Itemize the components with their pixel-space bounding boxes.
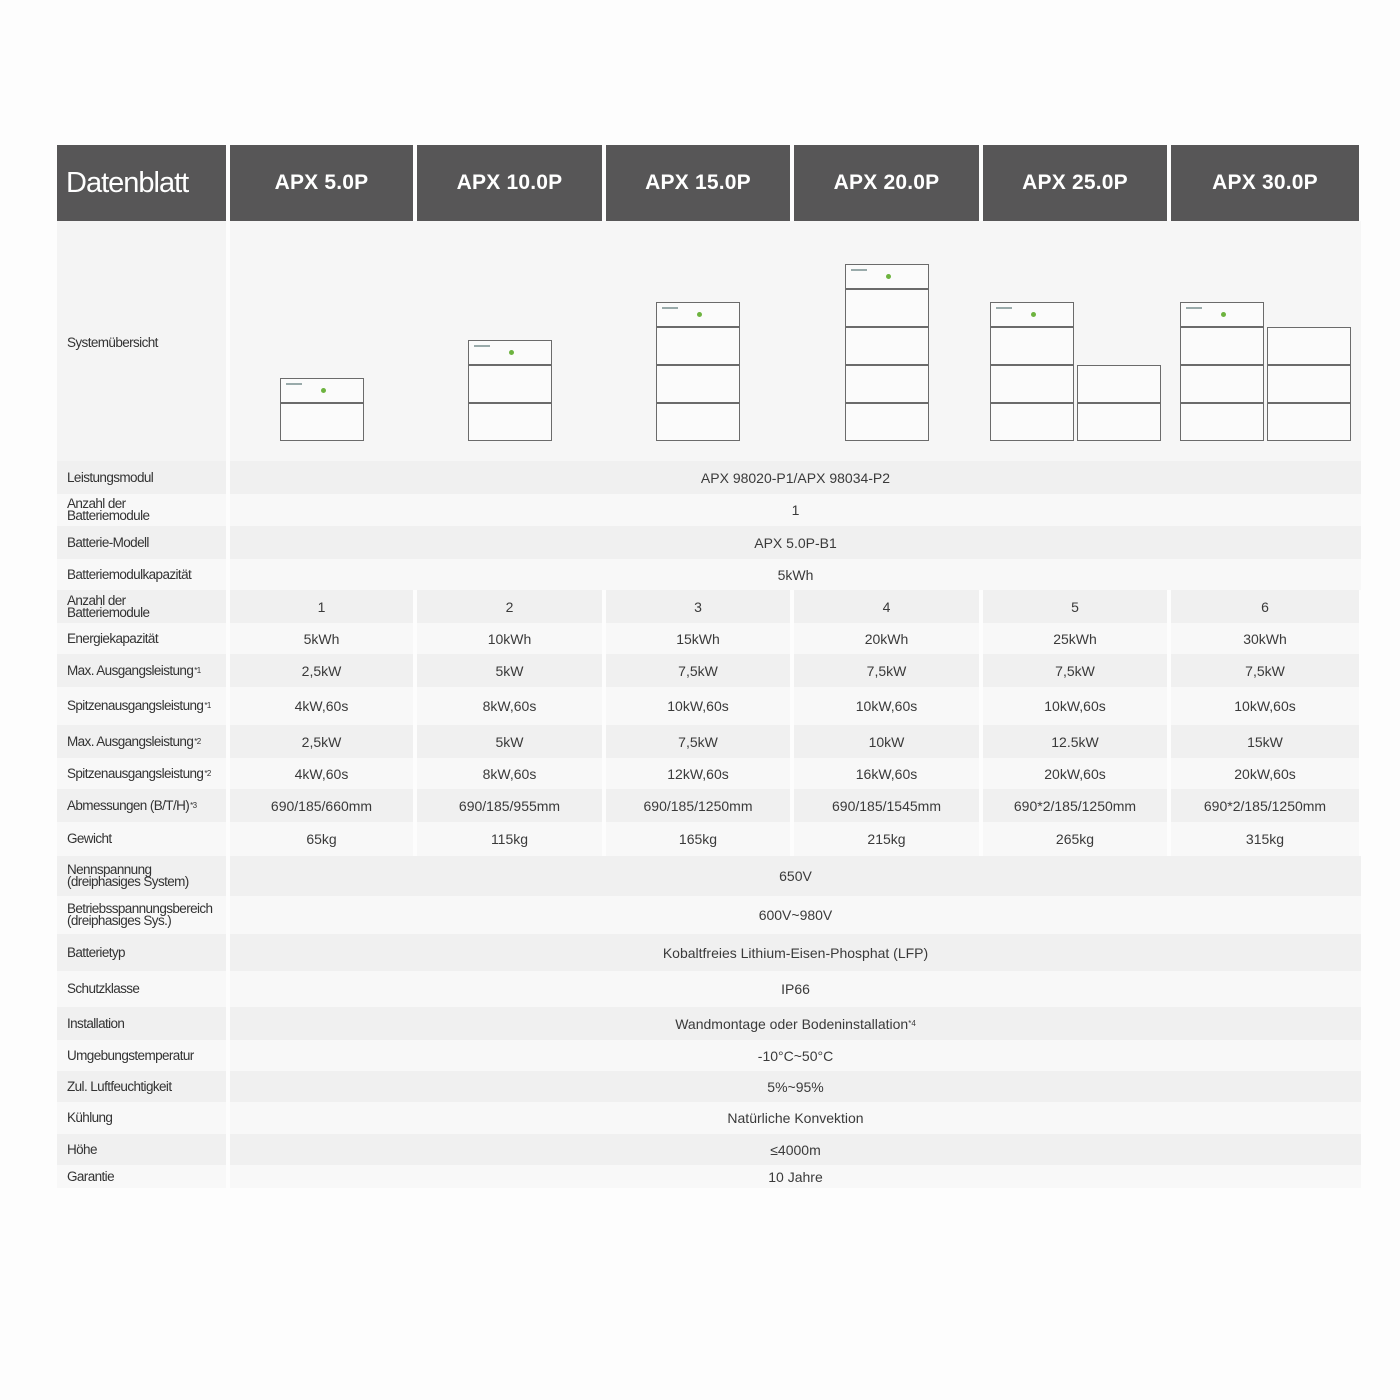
brand-logo — [286, 383, 302, 385]
row-value: 2,5kW — [230, 725, 413, 758]
row-value: 690*2/185/1250mm — [983, 789, 1167, 822]
row-value: 8kW,60s — [417, 687, 602, 725]
table-row — [57, 856, 1361, 896]
row-value: 20kW,60s — [1171, 758, 1359, 789]
table-row — [57, 1102, 1361, 1134]
table-row — [57, 1071, 1361, 1102]
row-label: Leistungsmodul — [57, 461, 226, 494]
brand-logo — [1186, 307, 1202, 309]
table-row — [57, 526, 1361, 559]
table-row — [57, 971, 1361, 1007]
row-value: 65kg — [230, 822, 413, 856]
table-row — [57, 822, 1361, 856]
battery-module — [1077, 403, 1161, 441]
row-value: 10kW,60s — [1171, 687, 1359, 725]
row-value: 7,5kW — [606, 725, 790, 758]
row-label: Anzahl der Batteriemodule — [57, 590, 226, 623]
battery-module — [1267, 403, 1351, 441]
row-value: 7,5kW — [606, 654, 790, 687]
model-header-5: APX 25.0P — [983, 145, 1167, 221]
row-label: Höhe — [57, 1134, 226, 1165]
row-value: 265kg — [983, 822, 1167, 856]
row-label: Batteriemodulkapazität — [57, 559, 226, 590]
status-led-icon — [321, 388, 326, 393]
brand-logo — [474, 345, 490, 347]
table-row — [57, 1134, 1361, 1165]
battery-module — [656, 403, 740, 441]
model-header-6: APX 30.0P — [1171, 145, 1359, 221]
row-value: 7,5kW — [1171, 654, 1359, 687]
battery-module — [1180, 403, 1264, 441]
row-value: 2,5kW — [230, 654, 413, 687]
battery-module — [1267, 327, 1351, 365]
row-value: 7,5kW — [794, 654, 979, 687]
power-module — [280, 378, 364, 403]
row-value: 30kWh — [1171, 623, 1359, 654]
battery-module — [1180, 327, 1264, 365]
row-value: 315kg — [1171, 822, 1359, 856]
row-label: Max. Ausgangsleistung *2 — [57, 725, 226, 758]
row-value: 2 — [417, 590, 602, 623]
row-value: 690/185/1545mm — [794, 789, 979, 822]
battery-module — [468, 403, 552, 441]
brand-logo — [851, 269, 867, 271]
status-led-icon — [509, 350, 514, 355]
row-label: Betriebsspannungsbereich (dreiphasiges Sys.) — [57, 896, 226, 934]
status-led-icon — [1031, 312, 1036, 317]
row-value: 4 — [794, 590, 979, 623]
battery-module — [845, 327, 929, 365]
row-value: 1 — [230, 494, 1361, 526]
row-value: 690/185/660mm — [230, 789, 413, 822]
power-module — [468, 340, 552, 365]
row-value: Wandmontage oder Bodeninstallation *4 — [230, 1007, 1361, 1040]
row-value: 8kW,60s — [417, 758, 602, 789]
battery-module — [468, 365, 552, 403]
brand-logo — [662, 307, 678, 309]
battery-module — [656, 327, 740, 365]
row-value: 165kg — [606, 822, 790, 856]
row-value: -10°C~50°C — [230, 1040, 1361, 1071]
row-label: Energiekapazität — [57, 623, 226, 654]
battery-module — [1077, 365, 1161, 403]
system-overview-label: Systemübersicht — [57, 221, 226, 461]
row-value: 600V~980V — [230, 896, 1361, 934]
row-value: 10kWh — [417, 623, 602, 654]
power-module — [990, 302, 1074, 327]
row-label: Abmessungen (B/T/H) *3 — [57, 789, 226, 822]
row-value: ≤4000m — [230, 1134, 1361, 1165]
row-label: Umgebungstemperatur — [57, 1040, 226, 1071]
table-row — [57, 687, 1361, 725]
status-led-icon — [886, 274, 891, 279]
table-row — [57, 934, 1361, 971]
row-label: Batterie-Modell — [57, 526, 226, 559]
row-value: APX 5.0P-B1 — [230, 526, 1361, 559]
battery-module — [656, 365, 740, 403]
row-value: IP66 — [230, 971, 1361, 1007]
row-value: 5kWh — [230, 623, 413, 654]
system-overview-row — [57, 221, 1361, 461]
row-value: 16kW,60s — [794, 758, 979, 789]
battery-module — [990, 327, 1074, 365]
row-label: Installation — [57, 1007, 226, 1040]
row-value: 1 — [230, 590, 413, 623]
table-row — [57, 1040, 1361, 1071]
table-row — [57, 1007, 1361, 1040]
row-label: Schutzklasse — [57, 971, 226, 1007]
header-row — [57, 145, 1361, 221]
row-value: 10 Jahre — [230, 1165, 1361, 1188]
row-value: 10kW,60s — [606, 687, 790, 725]
row-value: 5%~95% — [230, 1071, 1361, 1102]
table-row — [57, 559, 1361, 590]
row-label: Anzahl der Batteriemodule — [57, 494, 226, 526]
row-value: 10kW,60s — [983, 687, 1167, 725]
row-label: Garantie — [57, 1165, 226, 1188]
row-value: 650V — [230, 856, 1361, 896]
table-row — [57, 789, 1361, 822]
row-value: 4kW,60s — [230, 758, 413, 789]
battery-module — [990, 403, 1074, 441]
model-header-4: APX 20.0P — [794, 145, 979, 221]
row-value: 10kW,60s — [794, 687, 979, 725]
row-value: 115kg — [417, 822, 602, 856]
datasheet-title: Datenblatt — [57, 145, 226, 221]
row-value: 3 — [606, 590, 790, 623]
row-value: 215kg — [794, 822, 979, 856]
row-label: Spitzenausgangsleistung *2 — [57, 758, 226, 789]
row-value: 20kWh — [794, 623, 979, 654]
row-value: 4kW,60s — [230, 687, 413, 725]
row-label: Gewicht — [57, 822, 226, 856]
battery-module — [845, 289, 929, 327]
table-row — [57, 1165, 1361, 1188]
row-value: Natürliche Konvektion — [230, 1102, 1361, 1134]
row-value: 5 — [983, 590, 1167, 623]
battery-module — [1267, 365, 1351, 403]
status-led-icon — [697, 312, 702, 317]
row-label: Spitzenausgangsleistung *1 — [57, 687, 226, 725]
table-row — [57, 896, 1361, 934]
model-header-3: APX 15.0P — [606, 145, 790, 221]
system-overview-illustration — [230, 221, 1361, 461]
model-header-1: APX 5.0P — [230, 145, 413, 221]
row-value: 10kW — [794, 725, 979, 758]
row-value: 12kW,60s — [606, 758, 790, 789]
row-value: Kobaltfreies Lithium-Eisen-Phosphat (LFP) — [230, 934, 1361, 971]
table-row — [57, 461, 1361, 494]
row-value: 690/185/1250mm — [606, 789, 790, 822]
power-module — [1180, 302, 1264, 327]
table-row — [57, 590, 1361, 623]
row-value: 12.5kW — [983, 725, 1167, 758]
row-value: 5kWh — [230, 559, 1361, 590]
battery-module — [280, 403, 364, 441]
power-module — [656, 302, 740, 327]
battery-module — [845, 365, 929, 403]
status-led-icon — [1221, 312, 1226, 317]
row-value: 7,5kW — [983, 654, 1167, 687]
row-value: 690*2/185/1250mm — [1171, 789, 1359, 822]
row-value: 5kW — [417, 654, 602, 687]
table-row — [57, 494, 1361, 526]
table-row — [57, 623, 1361, 654]
row-value: 690/185/955mm — [417, 789, 602, 822]
table-row — [57, 654, 1361, 687]
row-label: Zul. Luftfeuchtigkeit — [57, 1071, 226, 1102]
row-value: 15kWh — [606, 623, 790, 654]
row-label: Kühlung — [57, 1102, 226, 1134]
row-label: Nennspannung (dreiphasiges System) — [57, 856, 226, 896]
row-value: 15kW — [1171, 725, 1359, 758]
row-value: APX 98020-P1/APX 98034-P2 — [230, 461, 1361, 494]
brand-logo — [996, 307, 1012, 309]
battery-module — [990, 365, 1074, 403]
battery-module — [845, 403, 929, 441]
row-value: 20kW,60s — [983, 758, 1167, 789]
table-row — [57, 758, 1361, 789]
model-header-2: APX 10.0P — [417, 145, 602, 221]
datasheet-table — [57, 145, 1361, 1188]
table-row — [57, 725, 1361, 758]
row-value: 25kWh — [983, 623, 1167, 654]
battery-module — [1180, 365, 1264, 403]
row-label: Batterietyp — [57, 934, 226, 971]
row-value: 6 — [1171, 590, 1359, 623]
power-module — [845, 264, 929, 289]
row-value: 5kW — [417, 725, 602, 758]
row-label: Max. Ausgangsleistung *1 — [57, 654, 226, 687]
